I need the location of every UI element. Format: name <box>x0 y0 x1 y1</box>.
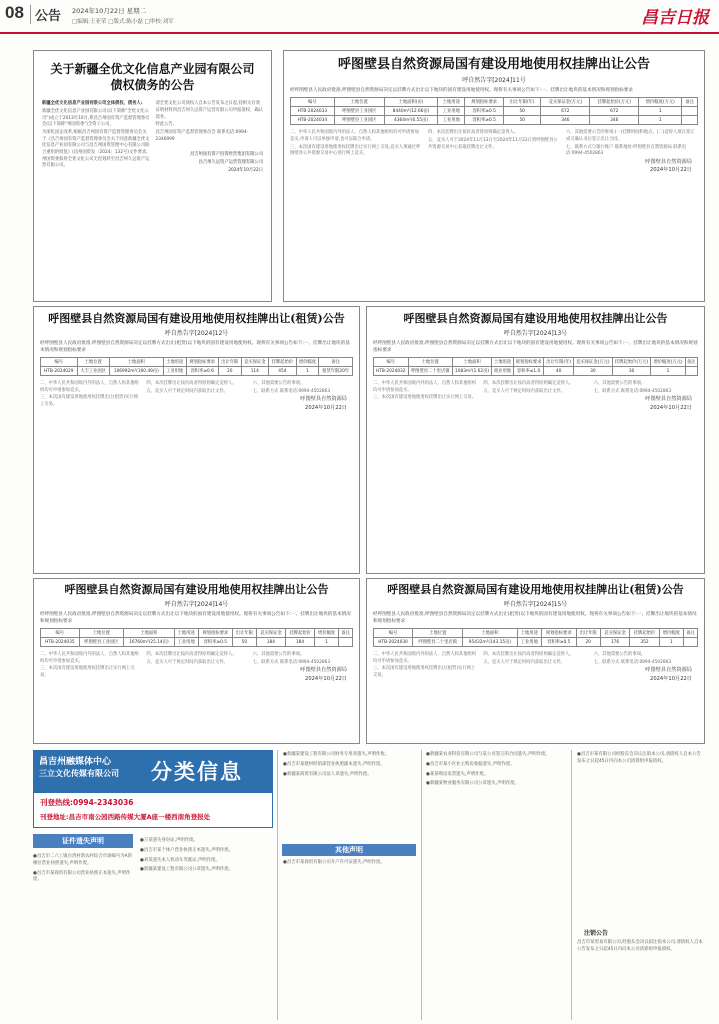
debt-notice-col-left <box>42 101 150 175</box>
table-header-cell: 土地用途 <box>517 629 541 638</box>
notice-para: 五、竞买人可于规定时间内获取出让文件。 <box>146 659 228 665</box>
land-notice-14 <box>33 578 360 744</box>
notice-number: 呼自然告字[2024]13号 <box>503 329 568 337</box>
table-header-cell: 挂牌起始价 <box>286 629 315 638</box>
table-cell: HTB-2024029 <box>41 367 78 376</box>
notice-para: 五、竞买人可于2024年11月13日至2024年11月22日到呼图壁县公共资源交易中心获取挂牌出让文件。 <box>428 137 558 150</box>
classified-col-4 <box>426 752 566 791</box>
notice-para: 七、联系方式 联系电话:0994-4502863 <box>252 659 331 665</box>
parcel-table <box>40 357 353 376</box>
notice-col-2 <box>483 381 587 413</box>
table-header-cell: 规划指标要求 <box>198 629 232 638</box>
notice-para: 二、中华人民共和国境内外的法人、自然人和其他组织均可申请参加竞买。 <box>40 652 139 664</box>
table-cell: 30 <box>573 367 612 376</box>
debt-notice <box>33 50 272 302</box>
table-header-cell: 挂牌起始价(万元) <box>590 98 639 107</box>
debt-notice-para: 特此公告。 <box>155 122 177 128</box>
debt-notice-signatory: 昌吉州久远资产运营管理有限公司 <box>198 159 263 165</box>
debt-notice-para: 请全优文化公司债权人自本公告发布之日起,持相关有效证明材料到昌吉州久远资产运营有限公司申报债权、确认债务。 <box>155 101 263 120</box>
debt-notice-col-right <box>156 101 264 175</box>
table-header-row <box>374 629 698 638</box>
table-cell: 16760m²(25.14亩) <box>124 638 175 647</box>
table-cell: HTB-2024033 <box>291 107 335 116</box>
table-cell: 30 <box>612 367 651 376</box>
table-header-cell: 土地位置 <box>413 629 463 638</box>
table-cell: 容积率≥0.5 <box>541 638 576 647</box>
column-divider <box>277 750 278 1020</box>
table-cell: 454 <box>269 367 297 376</box>
parcel-table <box>40 628 353 647</box>
table-header-cell: 规划指标要求 <box>465 98 504 107</box>
table-cell: 8440m²(12.66亩) <box>384 107 437 116</box>
classified-item: ●昌吉市二六工镇台湾村新农村综合市场编号为A的摊位营业执照遗失,声明作废。 <box>33 854 133 866</box>
table-header-row <box>41 629 353 638</box>
notice-para: 五、竞买人可于规定时间内获取出让文件。 <box>483 659 565 665</box>
table-row <box>291 107 698 116</box>
table-cell: 95432m²(143.15亩) <box>463 638 517 647</box>
notice-col-2 <box>146 652 246 684</box>
classified-col-5 <box>577 752 705 769</box>
classified-item: ●昌吉市某个体户营业执照正本遗失,声明作废。 <box>140 847 234 853</box>
table-header-cell: 土地面积 <box>109 358 163 367</box>
table-header-cell: 土地位置 <box>79 629 123 638</box>
notice-col-1 <box>373 381 477 413</box>
notice-para: 四、本次挂牌出让按价高者得原则确定竞得人。 <box>146 652 237 658</box>
notice-number: 呼自然告字[2024]15号 <box>503 600 568 608</box>
table-cell: 352 <box>630 638 659 647</box>
table-cell: 工业用地 <box>174 638 198 647</box>
table-cell: 184 <box>256 638 285 647</box>
table-header-row <box>41 358 353 367</box>
table-cell <box>682 107 698 116</box>
notice-number: 呼自然告字[2024]11号 <box>462 76 526 84</box>
table-cell: 容积率≥0.5 <box>465 116 504 125</box>
land-notice-12 <box>33 306 360 574</box>
notice-para: 六、其他需要公告的事项。 <box>593 652 646 658</box>
table-cell: 4364m²(6.55亩) <box>384 116 437 125</box>
notice-para: 四、本次挂牌出让按价高者得原则确定竞得人。 <box>483 381 574 387</box>
notice-intro: 经呼图壁县人民政府批准,呼图壁县自然资源局决定以挂牌方式出让以下地块的国有建设用地使用权。现将有关事项公告如下:一、挂牌出让地块的基本情况和规划指标要求 <box>40 611 351 624</box>
notice-para: 四、本次挂牌出让按价高者得原则确定竞得人。 <box>146 381 237 387</box>
table-header-cell: 备注 <box>319 358 353 367</box>
ad-address: 刊登地址:昌吉市南公园西路传媒大厦A座一楼西南角登报处 <box>40 813 211 821</box>
table-header-cell: 出让年限 <box>576 629 600 638</box>
table-row <box>41 367 353 376</box>
debt-notice-para: 新疆全优文化信息产业园有限公司(以下简称"全优文化公司")成立于2013年10月,系昌吉州国有资产监督管理委员会(以下简称"州国资委")全资子公司。 <box>42 109 150 128</box>
land-notice-15 <box>366 578 705 744</box>
table-cell: 50 <box>504 107 541 116</box>
classified-item: 昌吉市某贸易有限公司,经股东会决议拟注销本公司,请债权人自本公告发布之日起45日内向本公司清算组申报债权。 <box>577 940 703 952</box>
notice-para: 二、中华人民共和国境内外的法人、自然人和其他组织均可申请参加竞买。 <box>373 652 477 664</box>
notice-col-1 <box>290 130 422 175</box>
debt-notice-contacts: 昌吉州国有资产监督管理委员会 联系电话:0994-2346999 <box>155 130 249 142</box>
notice-col-3 <box>594 381 698 413</box>
notice-signatory: 呼图壁县自然资源局 <box>300 667 347 674</box>
table-header-cell: 增价幅度(万元) <box>639 98 682 107</box>
notice-intro: 经呼图壁县人民政府批准,呼图壁县自然资源局决定以挂牌方式出让(租赁)以下地块的国有建设用地使用权。现将有关事项公告如下:一、挂牌出让地块的基本情况和规划指标要求 <box>373 611 697 624</box>
notice-para: 六、其他需要公告的事项。 <box>593 381 646 387</box>
table-cell: 50 <box>504 116 541 125</box>
notice-col-1 <box>40 381 140 413</box>
table-cell: 346 <box>590 116 639 125</box>
notice-para: 三、本次国有建设用地使用权挂牌出让(租赁)实行网上交易。 <box>373 666 476 679</box>
table-header-cell: 竞买保证金(万元) <box>541 98 590 107</box>
notice-para: 五、竞买人可于规定时间内获取出让文件。 <box>146 388 228 394</box>
company-name: 三立文化传媒有限公司 <box>39 769 119 778</box>
table-cell: 176 <box>600 638 629 647</box>
table-header-cell: 规划指标要求 <box>541 629 576 638</box>
notice-col-2 <box>428 130 560 175</box>
classified-section <box>33 750 273 1022</box>
table-header-cell: 规划指标要求 <box>186 358 218 367</box>
notice-para: 七、联系方式与银行账户 联系地址:呼图壁县自然资源局 联系电话:0994-4502863 <box>566 144 687 157</box>
table-cell: 大丰工业园区 <box>77 367 109 376</box>
classified-col-3 <box>283 752 416 781</box>
table-header-row <box>291 98 698 107</box>
debt-notice-title-1: 关于新疆全优文化信息产业园有限公司 <box>50 62 255 76</box>
table-header-cell: 增价幅度 <box>659 629 683 638</box>
notice-col-3 <box>594 652 698 684</box>
newspaper-logo: 昌吉日报 <box>641 8 709 28</box>
table-header-cell: 备注 <box>685 358 697 367</box>
table-header-cell: 土地面积(亩) <box>384 98 437 107</box>
page-header <box>0 0 719 34</box>
notice-para: 七、联系方式 联系电话:0994-4502863 <box>252 388 331 394</box>
section-name: 公告 <box>30 5 61 24</box>
parcel-table <box>373 628 698 647</box>
table-header-cell: 土地面积 <box>463 629 517 638</box>
notice-date: 2024年10月22日 <box>650 404 692 411</box>
table-row <box>374 367 698 376</box>
notice-title: 呼图壁县自然资源局国有建设用地使用权挂牌出让(租赁)公告 <box>387 583 684 596</box>
table-header-cell: 编号 <box>41 629 80 638</box>
table-header-cell: 土地用途 <box>163 358 186 367</box>
table-cell: 1 <box>651 367 685 376</box>
table-header-cell: 出让年限(年) <box>504 98 541 107</box>
classified-col-1 <box>33 854 133 887</box>
ad-phone: 刊登热线:0994-2343036 <box>40 798 134 807</box>
table-cell: 租赁年限20年 <box>319 367 353 376</box>
classified-item: ●昌吉市某建材经销部营业执照副本遗失,声明作废。 <box>283 761 385 767</box>
table-cell: 672 <box>590 107 639 116</box>
table-cell: 50 <box>232 638 256 647</box>
table-header-cell: 出让年限(年) <box>544 358 574 367</box>
table-cell: 20 <box>218 367 241 376</box>
table-header-cell: 编号 <box>374 629 413 638</box>
table-header-cell: 竞买保证金 <box>256 629 285 638</box>
table-cell: 346 <box>541 116 590 125</box>
classified-col-2 <box>140 838 270 877</box>
land-notice-11 <box>283 50 705 302</box>
notice-col-3 <box>253 381 353 413</box>
table-header-cell: 土地位置 <box>77 358 109 367</box>
table-row <box>291 116 698 125</box>
table-header-row <box>374 358 698 367</box>
notice-date: 2024年10月22日 <box>650 675 692 682</box>
notice-col-1 <box>373 652 477 684</box>
notice-col-3 <box>566 130 698 175</box>
classified-item: ●新疆某建设工程有限公司公章遗失,声明作废。 <box>140 867 234 873</box>
notice-col-2 <box>146 381 246 413</box>
classified-item: ●新疆某建设工程有限公司财务专用章遗失,声明作废。 <box>283 752 390 757</box>
table-cell: 40 <box>544 367 574 376</box>
table-header-cell: 增价幅度(万元) <box>651 358 685 367</box>
notice-signatory: 呼图壁县自然资源局 <box>300 396 347 403</box>
classified-contact <box>33 792 273 828</box>
notice-signatory: 呼图壁县自然资源局 <box>645 667 692 674</box>
table-header-cell: 增价幅度 <box>296 358 319 367</box>
table-header-cell: 编号 <box>374 358 409 367</box>
notice-intro: 经呼图壁县人民政府批准,呼图壁县自然资源局决定以挂牌方式出让以下地块的国有建设用地使用权。现将有关事项公告如下:一、挂牌出让地块的基本情况和规划指标要求 <box>373 340 698 353</box>
notice-para: 三、本次国有建设用地使用权挂牌出让实行网上交易,竞买人须通过呼图壁县公共资源交易中心进行网上竞买。 <box>290 144 421 157</box>
table-cell: 672 <box>541 107 590 116</box>
parcel-table <box>290 97 698 125</box>
notice-date: 2024年10月22日 <box>305 675 347 682</box>
notice-para: 三、本次国有建设用地使用权挂牌出让实行网上交易。 <box>40 666 135 679</box>
notice-col-3 <box>253 652 353 684</box>
table-cell: 呼图壁县二十里店镇 <box>413 638 463 647</box>
table-cell: 呼图壁县二十里店镇 <box>408 367 452 376</box>
debt-notice-para: 为深化国企改革,根据昌吉州国有资产监督管理委员会关于《昌吉州国有资产监督管理委员会关于同意新疆全优文化信息产业园有限公司与昌吉州国资管理中心有限公司联合重组的批复》(昌州国资发〔2024〕132号)文件要求,州国资委拟将全优文化公司无偿划转至昌吉州久远资产运营有限公司。 <box>42 130 150 169</box>
table-cell: 1083m²(1.62亩) <box>452 367 491 376</box>
table-cell: 工业用地 <box>163 367 186 376</box>
classified-col-3b <box>283 860 416 870</box>
table-header-cell: 备注 <box>682 98 698 107</box>
notice-signatory: 呼图壁县自然资源局 <box>645 158 692 165</box>
table-header-cell: 出让年限 <box>218 358 241 367</box>
issue-date: 2024年10月22日 星期二 <box>72 7 147 15</box>
debt-notice-title-2: 债权债务的公告 <box>110 78 195 93</box>
table-header-cell: 土地位置 <box>334 98 384 107</box>
column-divider <box>571 750 572 1020</box>
table-cell <box>683 638 697 647</box>
table-cell: 商业用地 <box>492 367 513 376</box>
notice-para: 七、联系方式 联系电话:0994-4502863 <box>593 388 672 394</box>
notice-number: 呼自然告字[2024]12号 <box>164 329 229 337</box>
table-cell: HTB-2024034 <box>291 116 335 125</box>
table-cell: 工业用地 <box>438 107 465 116</box>
notice-para: 六、其他需要公告的事项。 <box>252 381 305 387</box>
notice-col-1 <box>40 652 140 684</box>
table-cell: 1 <box>639 116 682 125</box>
table-header-cell: 土地用途 <box>174 629 198 638</box>
table-cell: 容积率≥0.5 <box>465 107 504 116</box>
table-cell: 容积率≤1.0 <box>513 367 544 376</box>
table-header-cell: 竞买保证金(万元) <box>573 358 612 367</box>
table-header-cell: 规划指标要求 <box>513 358 544 367</box>
table-cell: HTB-2024030 <box>374 638 413 647</box>
notice-para: 六、其他需要公告的事项:(一)挂牌时间和地点。(二)竞得人须在签订成交确认书后签订出让合同。 <box>566 130 695 142</box>
notice-date: 2024年10月22日 <box>650 167 692 174</box>
parcel-table <box>373 357 698 376</box>
notice-title: 呼图壁县自然资源局国有建设用地使用权挂牌出让公告 <box>403 312 668 325</box>
table-cell: 工业用地 <box>438 116 465 125</box>
table-row <box>41 638 353 647</box>
table-header-cell: 挂牌起始价 <box>630 629 659 638</box>
column-divider <box>421 750 422 1020</box>
other-notice-header: 其他声明 <box>282 844 416 856</box>
notice-para: 七、联系方式 联系电话:0994-4502863 <box>593 659 672 665</box>
table-header-cell: 竞买保证金 <box>600 629 629 638</box>
classified-item: ●昌吉市某有限公司经股东会决议注销本公司,请债权人自本公告发布之日起45日内向本公司清算组申报债权。 <box>577 752 701 764</box>
notice-para: 六、其他需要公告的事项。 <box>252 652 305 658</box>
cancel-notice-title: 注销公告 <box>584 930 609 937</box>
lost-cert-header: 证件遗失声明 <box>33 834 133 848</box>
table-cell: 184 <box>286 638 315 647</box>
table-cell: 20 <box>576 638 600 647</box>
table-cell <box>682 116 698 125</box>
notice-para: 四、本次挂牌出让按价高者得原则确定竞得人。 <box>483 652 574 658</box>
table-cell: 1 <box>296 367 319 376</box>
notice-title: 呼图壁县自然资源局国有建设用地使用权挂牌出让公告 <box>337 57 650 72</box>
table-cell: HTB-2024035 <box>41 638 80 647</box>
table-header-cell: 土地面积 <box>452 358 491 367</box>
classified-item: ●昌吉市某小区业主购房收据遗失,声明作废。 <box>426 761 515 767</box>
page-number: 08 <box>5 3 24 22</box>
debt-notice-para: 新疆全优文化信息产业园有限公司全体债权、债务人: <box>42 101 143 107</box>
table-header-cell: 竞买保证金 <box>241 358 269 367</box>
table-row <box>374 638 698 647</box>
table-header-cell: 挂牌起始价(万元) <box>612 358 651 367</box>
table-header-cell: 土地用途 <box>438 98 465 107</box>
notice-col-2 <box>483 652 587 684</box>
classified-item: ●万某遗失身份证,声明作废。 <box>140 838 198 843</box>
notice-title: 呼图壁县自然资源局国有建设用地使用权挂牌出让公告 <box>64 583 329 596</box>
table-header-cell: 土地用途 <box>492 358 513 367</box>
table-cell: 呼图壁县工业园区 <box>79 638 123 647</box>
land-notice-13 <box>366 306 705 574</box>
notice-intro: 经呼图壁县人民政府批准,呼图壁县自然资源局决定以挂牌方式出让(租赁)以下地块的国有建设用地使用权。现将有关事项公告如下:一、挂牌出让地块的基本情况和规划指标要求 <box>40 340 350 353</box>
table-header-cell: 备注 <box>683 629 697 638</box>
table-cell: 1 <box>659 638 683 647</box>
classified-item: ●新疆某物业服务有限公司公章遗失,声明作废。 <box>426 781 520 787</box>
table-header-cell: 备注 <box>339 629 353 638</box>
notice-title: 呼图壁县自然资源局国有建设用地使用权挂牌出让(租赁)公告 <box>48 312 345 325</box>
table-cell: 工业用地 <box>517 638 541 647</box>
notice-para: 四、本次挂牌出让按价高者得原则确定竞得人。 <box>428 130 519 136</box>
notice-para: 三、本次国有建设用地使用权挂牌出让实行网上交易。 <box>373 395 477 401</box>
notice-para: 二、中华人民共和国境内外的法人、自然人和其他组织均可申请参加竞买。 <box>373 381 477 393</box>
table-header-cell: 土地面积 <box>124 629 175 638</box>
table-header-cell: 出让年限 <box>232 629 256 638</box>
notice-para: 二、中华人民共和国境内外的法人、自然人和其他组织均可申请参加竞买。 <box>40 381 139 393</box>
table-cell <box>339 638 353 647</box>
table-cell: 容积率≥0.5 <box>198 638 232 647</box>
table-cell: HTB-2024032 <box>374 367 409 376</box>
classified-banner <box>33 750 273 792</box>
table-header-cell: 挂牌起始价 <box>269 358 297 367</box>
classified-item: ●某某购房发票遗失,声明作废。 <box>426 771 489 777</box>
debt-notice-date: 2024年10月22日 <box>228 167 263 173</box>
table-header-cell: 土地位置 <box>408 358 452 367</box>
notice-para: 二、中华人民共和国境内外的法人、自然人和其他组织均可申请参加竞买,申请人可以单独申请,也可以联合申请。 <box>290 130 419 142</box>
table-header-cell: 编号 <box>291 98 335 107</box>
table-cell: 呼图壁县工业园区 <box>334 107 384 116</box>
classified-item: ●新疆某农业科技有限公司与某公司签订的合同遗失,声明作废。 <box>426 752 550 757</box>
org-name: 昌吉州融媒体中心 <box>39 757 112 767</box>
table-cell: 容积率≥0.6 <box>186 367 218 376</box>
notice-intro: 经呼图壁县人民政府批准,呼图壁县自然资源局决定以挂牌方式出让以下地块的国有建设用地使用权。现将有关事项公告如下:一、挂牌出让地块的基本情况和规划指标要求 <box>290 87 633 93</box>
notice-para: 三、本次国有建设用地使用权挂牌出让(租赁)实行网上交易。 <box>40 395 138 408</box>
notice-date: 2024年10月22日 <box>305 404 347 411</box>
table-cell: 1 <box>639 107 682 116</box>
classified-item: ●新疆某商贸有限公司法人章遗失,声明作废。 <box>283 771 372 777</box>
classified-item: ●昌吉市某商贸有限公司开户许可证遗失,声明作废。 <box>283 860 385 865</box>
debt-notice-signatory: 昌吉州国有资产投资经营集团有限公司 <box>189 152 263 158</box>
table-cell: 114 <box>241 367 269 376</box>
table-cell: 呼图壁县工业园区 <box>334 116 384 125</box>
notice-signatory: 呼图壁县自然资源局 <box>645 396 692 403</box>
classified-item: ●刘某遗失本人机动车驾驶证,声明作废。 <box>140 857 220 863</box>
classified-item: ●昌吉市某商贸有限公司营业执照正本遗失,声明作废。 <box>33 870 131 883</box>
table-header-cell: 增价幅度 <box>315 629 339 638</box>
classified-col-5b <box>577 940 705 957</box>
table-cell <box>685 367 697 376</box>
notice-number: 呼自然告字[2024]14号 <box>164 600 229 608</box>
table-cell: 1 <box>315 638 339 647</box>
classified-title: 分类信息 <box>151 760 243 784</box>
table-header-cell: 编号 <box>41 358 78 367</box>
editor-credits: □编辑:王亚荣 □版式:陈小磊 □审校:刘军 <box>72 19 174 25</box>
notice-para: 五、竞买人可于规定时间内获取出让文件。 <box>483 388 565 394</box>
table-cell: 106992m²(160.49亩) <box>109 367 163 376</box>
